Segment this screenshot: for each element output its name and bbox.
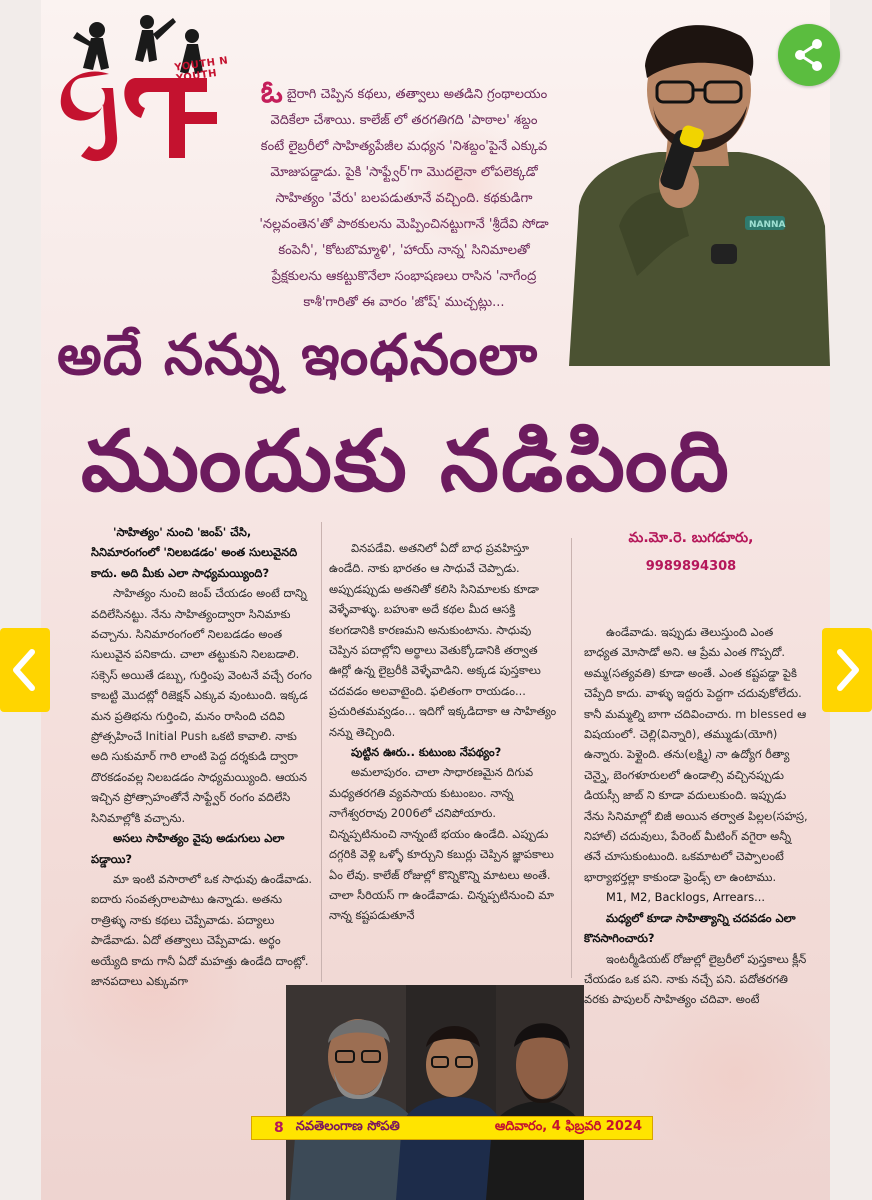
intro-dropcap: ఓ	[260, 75, 283, 110]
article-column-3	[584, 622, 809, 1010]
page-footer	[251, 1116, 653, 1140]
group-photo	[286, 985, 584, 1200]
issue-date: ఆదివారం, 4 ఫిబ్రవరి 2024	[494, 1119, 642, 1134]
answer-paragraph: ఉండేవాడు. ఇప్పుడు తెలుస్తుంది ఎంత బాధ్యత మోసాడో అని. ఆ ప్రేమ ఎంత గొప్పదో. అమ్మ(సత్యవతి) కూడా అంతే. ఎంత కష్టపడ్డా పైకి చెప్పేది కాదు. వాళ్ళు ఇద్దరు పెద్దగా చదువుకోలేదు. కానీ మమ్మల్ని బాగా చదివించారు. m blessed ఆ విషయంలో. చెల్లి(విన్నారి), తమ్ముడు(యోగి) ఉన్నారు. పెళ్లైంది. తను(లక్ష్మి) నా ఉద్యోగ రీత్యా చెన్నై, బెంగళూరులలో ఉండాల్సి వచ్చినప్పుడు డియస్సీ జాబ్ ని కూడా వదులుకుంది. ఇప్పుడు నేను సినిమాల్లో బిజీ అయిన తర్వాత పిల్లల(సహస్ర, నిహాల్) చదువులు, పేరెంట్ మీటింగ్ వగైరా అన్నీ తనే చూసుకుంటుంది. ఒకమాటలో చెప్పాలంటే భార్యాభర్తల్లా కాకుండా ఫ్రెండ్స్ లా ఉంటాము.	[584, 625, 808, 884]
answer-paragraph: సాహిత్యం నుంచి జంప్ చేయడం అంటే దాన్ని వదిలేసినట్టు. నేను సాహిత్యంద్వారా సినిమాకు వచ్చాను. సినిమారంగంలో నిలబడడం అంత సులువైన పనికాదు. చాలా తట్టుకుని నిలబడాలి. సక్సెస్ అయితే డబ్బు, గుర్తింపు వెంటనే వచ్చే రంగం కాబట్టి మొదట్లో రిజెక్షన్ ఎక్కువ వుంటుంది. ఇక్కడ మన ప్రతిభను గుర్తించి, మనం రాసింది చదివి ప్రోత్సహించే Initial Push ఒకటి కావాలి. నాకు అది సుకుమార్ గారి లాంటి పెద్ద దర్శకుడి ద్వారా దొరకడంవల్ల నిలబడడం సాధ్యమయ్యింది. ఆయన ఇచ్చిన ప్రోత్సాహంతోనే సాఫ్ట్వేర్ రంగం వదిలేసి సినిమాల్లోకి వచ్చాను.	[91, 586, 312, 825]
chevron-right-icon	[822, 628, 872, 712]
author-byline	[576, 530, 806, 574]
page-number: 8	[274, 1120, 284, 1136]
article-column-2	[329, 538, 557, 926]
question-paragraph: 'సాహిత్యం' నుంచి 'జంప్' చేసి, సినిమారంగంలో 'నిలబడడం' అంత సులువైనది కాదు. అది మీకు ఎలా సాధ్యమయ్యింది?	[91, 525, 298, 580]
column-divider	[571, 538, 572, 978]
josh-logo	[57, 8, 272, 178]
chevron-left-icon	[0, 628, 50, 712]
question-paragraph: పుట్టిన ఊరు.. కుటుంబ నేపథ్యం?	[351, 745, 502, 760]
headline-line-1: అదే నన్ను ఇంధనంలా	[57, 323, 539, 388]
answer-paragraph: అమలాపురం. చాలా సాధారణమైన దిగువ మధ్యతరగతి వ్యవసాయ కుటుంబం. నాన్న నాగేశ్వరరావు 2006లో చనిపోయారు. చిన్నప్పటినుంచి నాన్నంటే భయం ఉండేది. ఎప్పుడు దగ్గరికి వెళ్లి ఒళ్ళో కూర్చుని కబుర్లు చెప్పిన జ్ఞాపకాలు ఏం లేవు. కాలేజ్ రోజుల్లో కొన్నికొన్ని మాటలు అంతే. చాలా సీరియస్ గా ఉండేవాడు. చిన్నప్పటినుంచి మా నాన్న కష్టపడుతూనే	[329, 765, 554, 923]
subhead-paragraph: M1, M2, Backlogs, Arrears...	[606, 890, 766, 905]
svg-text:NANNA: NANNA	[749, 220, 786, 230]
article-column-1	[91, 522, 313, 991]
headline-line-2: ముందుకు నడిపింది	[81, 412, 731, 510]
logo-tagline: YOUTH N YOUTH	[173, 55, 229, 85]
answer-paragraph: వినపడేవి. అతనిలో ఏదో బాధ ప్రవహిస్తూ ఉండేది. నాకు భారతం ఆ సాధువే చెప్పాడు. అప్పుడప్పుడు అతనితో కలిసి సినిమాలకు కూడా వెళ్ళేవాళ్ళు. బహుశా అదే కథల మీద ఆసక్తి కలగడానికి కారణమని అనుకుంటాను. సాధువు చెప్పిన పదాల్లోని అర్థాలు వెతుక్కోడానికి తర్వాత ఊర్లో ఉన్న లైబ్రరీకి వెళ్ళేవాడిని. అక్కడ పుస్తకాలు చదవడం అలవాటైంది. ఫలితంగా రాయడం... ప్రచురితమవ్వడం... ఇదిగో ఇక్కడిదాకా ఆ సాహిత్యం నన్ను తెచ్చింది.	[329, 541, 557, 739]
author-phone: 9989894308	[645, 559, 737, 574]
author-name: మ.మో.రె. బుగడూరు,	[628, 530, 754, 546]
previous-page-button[interactable]	[0, 628, 50, 712]
next-page-button[interactable]	[822, 628, 872, 712]
question-paragraph: అసలు సాహిత్యం వైపు అడుగులు ఎలా పడ్డాయి?	[91, 831, 285, 866]
share-button[interactable]	[778, 24, 840, 86]
question-paragraph: మధ్యలో కూడా సాహిత్యాన్ని చదవడం ఎలా కొనసాగించారు?	[584, 910, 796, 946]
newspaper-name: నవతెలంగాణ సోపతి	[295, 1119, 400, 1134]
answer-paragraph: మా ఇంటి వసారాలో ఒక సాధువు ఉండేవాడు. ఐదారు సంవత్సరాలపాటు ఉన్నాడు. అతను రాత్రిళ్ళు నాకు కథలు చెప్పేవాడు. పద్యాలు పాడేవాడు. ఏదో తత్వాలు చెప్పేవాడు. అర్థం అయ్యేది కాదు గానీ ఏదో మహత్తు ఉండేది దాంట్లో. జానపదాలు ఎక్కువగా	[91, 871, 313, 988]
column-divider	[321, 522, 322, 982]
answer-paragraph: ఇంటర్మీడియట్ రోజుల్లో లైబ్రరీలో పుస్తకాలు క్లీన్ చేయడం ఒక పని. నాకు నచ్చే పని. పదోతరగతి వరకు పాపులర్ సాహిత్యం చదివా. అంటే	[584, 951, 807, 1007]
intro-text: బైరాగి చెప్పిన కథలు, తత్వాలు అతడిని గ్రంథాలయం వెదికేలా చేశాయి. కాలేజ్ లో తరగతిగది 'పాఠాల' శబ్దం కంటే లైబ్రరీలో సాహిత్యపేజీల మధ్యన 'నిశబ్దం'పైనే ఎక్కువ మోజుపడ్డాడు. పైకి 'సాఫ్ట్వేర్'గా మొదలైనా లోపలెక్కడో సాహిత్యం 'వేరు' బలపడుతూనే వచ్చింది. కథకుడిగా 'నల్లవంతెన'తో పాఠకులను మెప్పించినట్టుగానే 'శ్రీదేవి సోడా కంపెనీ', 'కోటబొమ్మాళి', 'హాయ్ నాన్న' సినిమాలతో ప్రేక్షకులను ఆకట్టుకొనేలా సంభాషణలు రాసిన 'నాగేంద్ర కాశీ'గారితో ఈ వారం 'జోష్' ముచ్చట్లు...	[259, 87, 549, 310]
intro-paragraph	[259, 75, 549, 316]
share-icon	[778, 24, 840, 86]
newspaper-page	[41, 0, 830, 1200]
